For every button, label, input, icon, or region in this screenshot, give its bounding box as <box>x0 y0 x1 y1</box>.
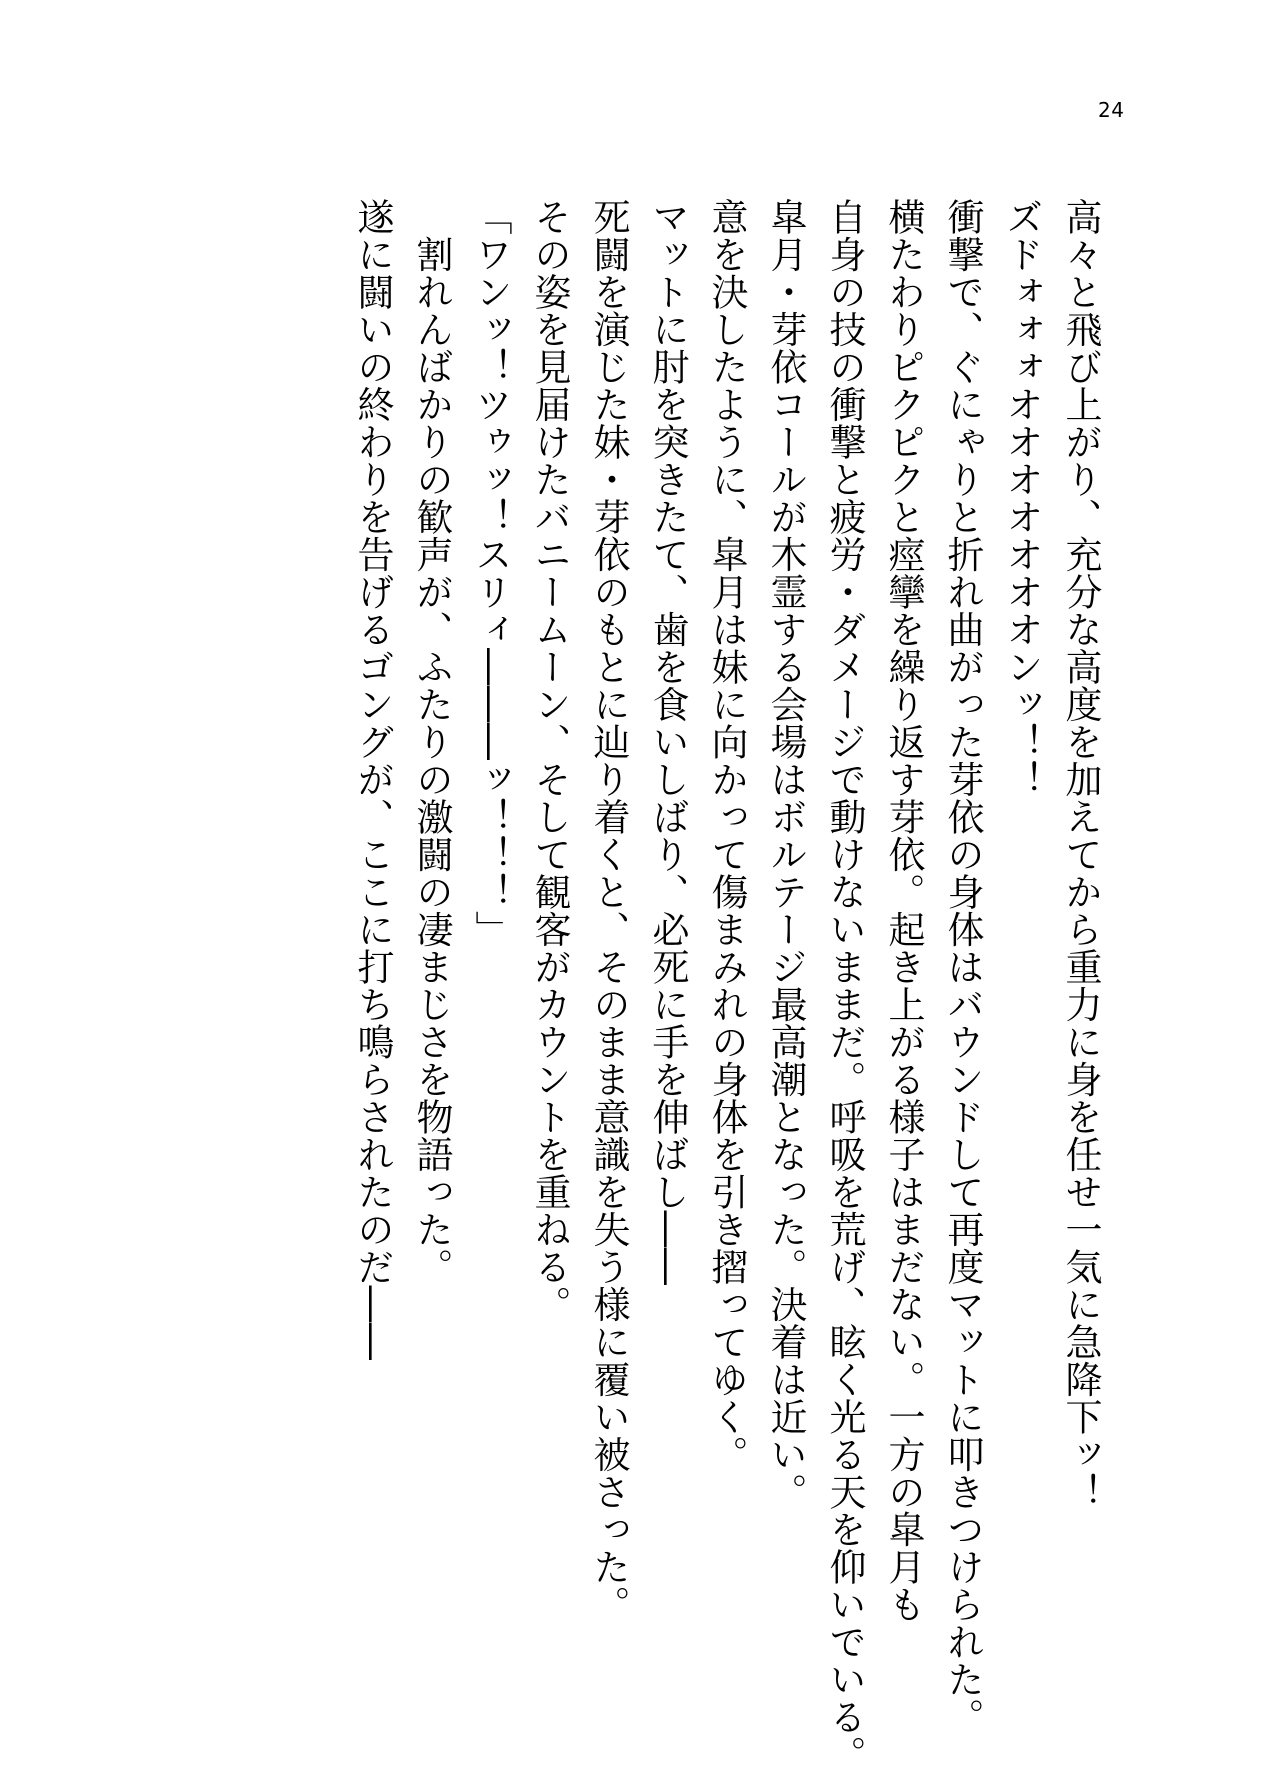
text-line: 高々と飛び上がり、充分な高度を加えてから重力に身を任せ一気に急降下ッ！ <box>1059 198 1102 1511</box>
text-line: 意を決したように、皐月は妹に向かって傷まみれの身体を引き摺ってゆく。 <box>705 198 748 1473</box>
text-line: その姿を見届けたバニームーン、そして観客がカウントを重ねる。 <box>528 198 571 1323</box>
text-line: 横たわりピクピクと痙攣を繰り返す芽依。起き上がる様子はまだない。一方の皐月も <box>882 198 925 1623</box>
text-line: 皐月・芽依コールが木霊する会場はボルテージ最高潮となった。決着は近い。 <box>764 198 807 1511</box>
page-number: 24 <box>1098 98 1125 122</box>
text-line: 自身の技の衝撃と疲労・ダメージで動けないままだ。呼吸を荒げ、眩く光る天を仰いでいる。 <box>823 198 866 1773</box>
text-line: ズドォォォオオオオオオオンッ！！ <box>1000 198 1043 798</box>
text-line: 割れんばかりの歓声が、ふたりの激闘の凄まじさを物語った。 <box>410 198 453 1286</box>
text-line: 死闘を演じた妹・芽依のもとに辿り着くと、そのまま意識を失う様に覆い被さった。 <box>587 198 630 1623</box>
text-line: マットに肘を突きたて、歯を食いしばり、必死に手を伸ばし―― <box>646 198 689 1286</box>
vertical-text-body <box>343 198 1110 1773</box>
text-line: 「ワンッ！ツゥッ！スリィ―――ッ！！！」 <box>469 198 512 948</box>
text-line: 遂に闘いの終わりを告げるゴングが、ここに打ち鳴らされたのだ―― <box>351 198 394 1361</box>
text-line: 衝撃で、ぐにゃりと折れ曲がった芽依の身体はバウンドして再度マットに叩きつけられた。 <box>941 198 984 1736</box>
